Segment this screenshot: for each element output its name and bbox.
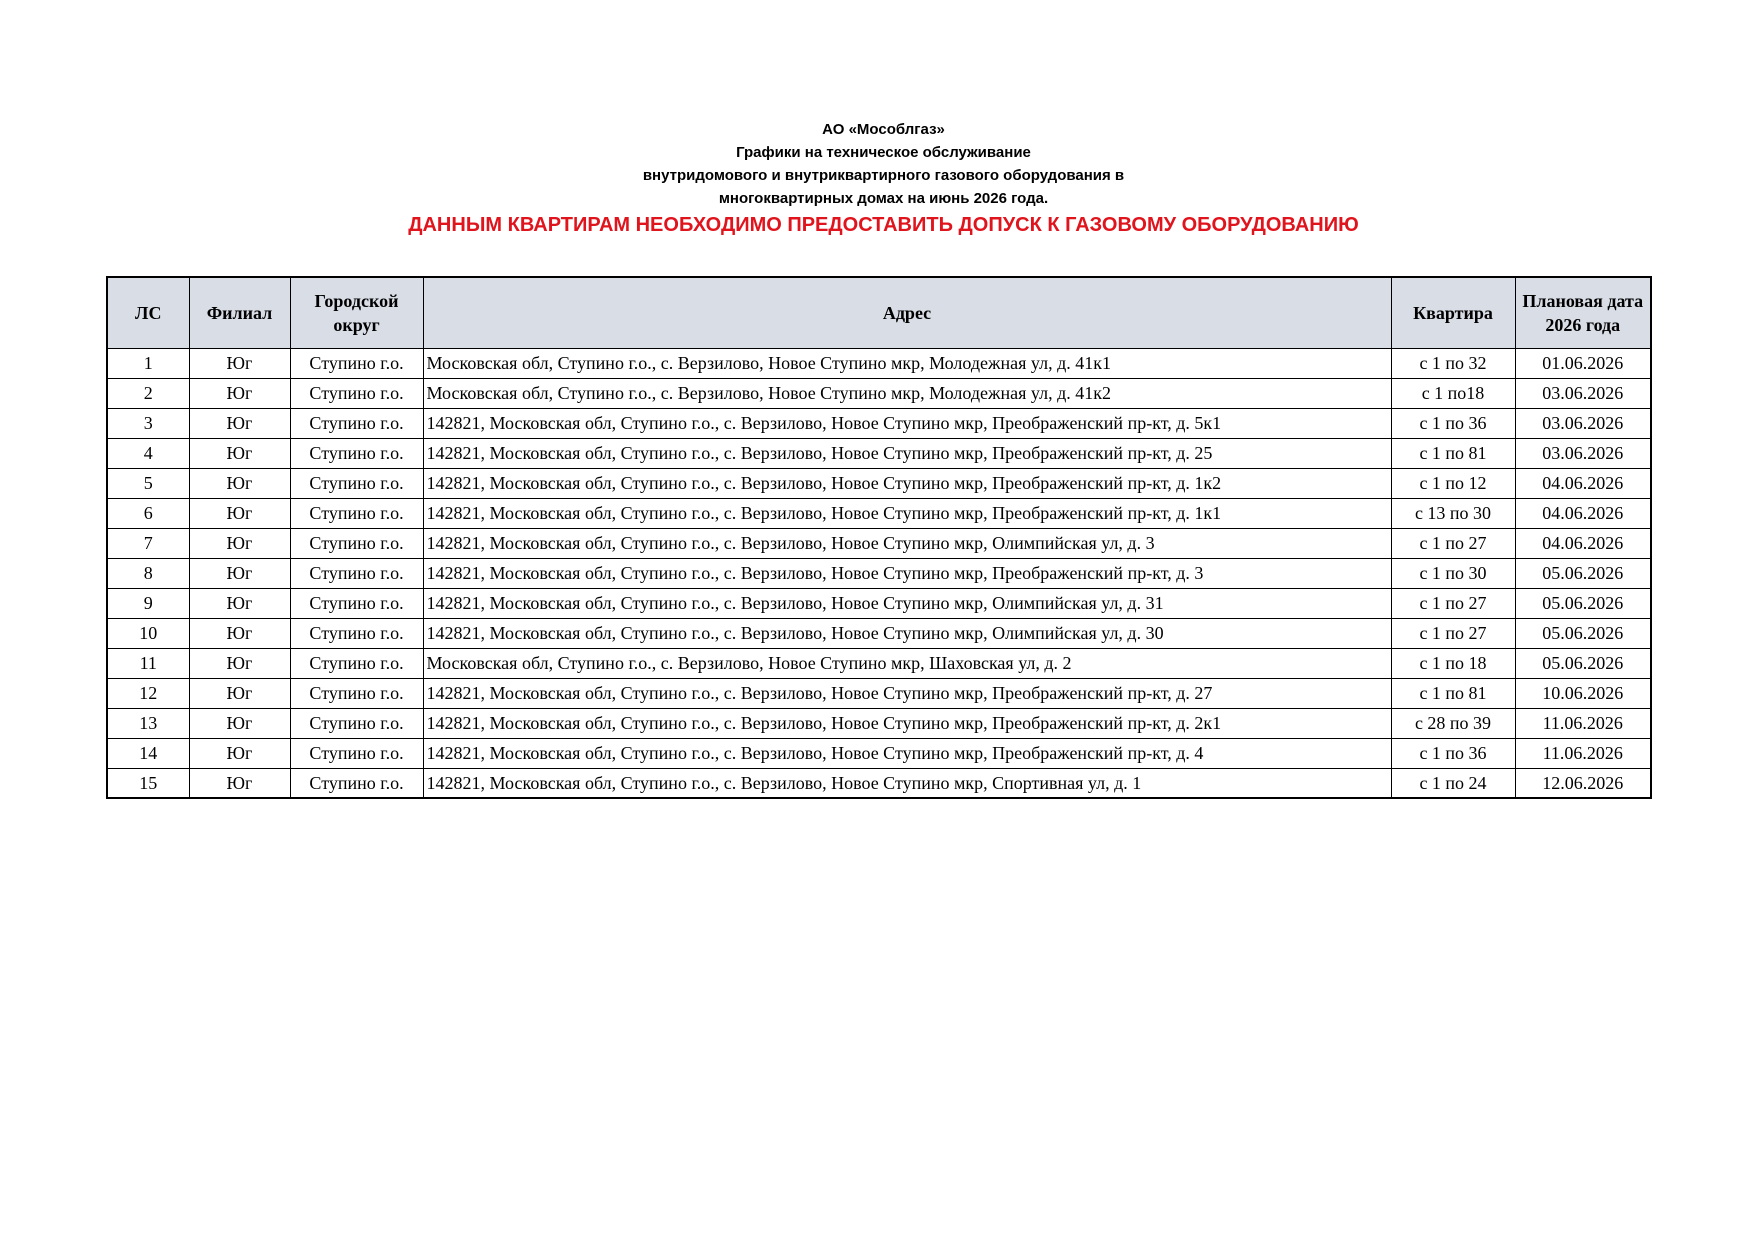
table-row [107, 708, 1651, 738]
cell-apartment: с 1 по 36 [1391, 408, 1515, 438]
cell-branch: Юг [189, 528, 290, 558]
header-row [107, 277, 1651, 348]
cell-branch: Юг [189, 408, 290, 438]
table-row [107, 678, 1651, 708]
cell-branch: Юг [189, 468, 290, 498]
column-header-branch: Филиал [189, 277, 290, 348]
cell-branch: Юг [189, 678, 290, 708]
cell-planned-date: 01.06.2026 [1515, 348, 1651, 378]
cell-account: 11 [107, 648, 189, 678]
cell-apartment: с 1 по 12 [1391, 468, 1515, 498]
cell-address: 142821, Московская обл, Ступино г.о., с. Верзилово, Новое Ступино мкр, Преображенский пр-кт, д. 25 [423, 438, 1391, 468]
cell-apartment: с 1 по 18 [1391, 648, 1515, 678]
table-header [107, 277, 1651, 348]
cell-account: 8 [107, 558, 189, 588]
cell-district: Ступино г.о. [290, 588, 423, 618]
cell-district: Ступино г.о. [290, 738, 423, 768]
cell-apartment: с 28 по 39 [1391, 708, 1515, 738]
cell-district: Ступино г.о. [290, 558, 423, 588]
cell-planned-date: 12.06.2026 [1515, 768, 1651, 798]
title-line-1: Графики на техническое обслуживание [736, 144, 1031, 161]
cell-district: Ступино г.о. [290, 618, 423, 648]
cell-address: 142821, Московская обл, Ступино г.о., с. Верзилово, Новое Ступино мкр, Олимпийская ул, д. 31 [423, 588, 1391, 618]
cell-account: 13 [107, 708, 189, 738]
access-warning: ДАННЫМ КВАРТИРАМ НЕОБХОДИМО ПРЕДОСТАВИТЬ ДОПУСК К ГАЗОВОМУ ОБОРУДОВАНИЮ [408, 214, 1359, 236]
cell-account: 1 [107, 348, 189, 378]
column-header-account: ЛС [107, 277, 189, 348]
cell-planned-date: 11.06.2026 [1515, 738, 1651, 768]
cell-account: 6 [107, 498, 189, 528]
cell-branch: Юг [189, 738, 290, 768]
column-header-apartment: Квартира [1391, 277, 1515, 348]
cell-planned-date: 04.06.2026 [1515, 498, 1651, 528]
cell-district: Ступино г.о. [290, 498, 423, 528]
table-row [107, 408, 1651, 438]
table-row [107, 348, 1651, 378]
cell-planned-date: 05.06.2026 [1515, 618, 1651, 648]
cell-planned-date: 03.06.2026 [1515, 438, 1651, 468]
cell-address: 142821, Московская обл, Ступино г.о., с. Верзилово, Новое Ступино мкр, Олимпийская ул, д. 3 [423, 528, 1391, 558]
cell-address: 142821, Московская обл, Ступино г.о., с. Верзилово, Новое Ступино мкр, Преображенский пр-кт, д. 1к2 [423, 468, 1391, 498]
cell-planned-date: 11.06.2026 [1515, 708, 1651, 738]
cell-address: Московская обл, Ступино г.о., с. Верзилово, Новое Ступино мкр, Шаховская ул, д. 2 [423, 648, 1391, 678]
cell-apartment: с 1 по 30 [1391, 558, 1515, 588]
cell-planned-date: 03.06.2026 [1515, 378, 1651, 408]
cell-account: 12 [107, 678, 189, 708]
table-row [107, 438, 1651, 468]
cell-account: 9 [107, 588, 189, 618]
cell-branch: Юг [189, 498, 290, 528]
table-row [107, 498, 1651, 528]
cell-apartment: с 1 по 27 [1391, 618, 1515, 648]
cell-district: Ступино г.о. [290, 348, 423, 378]
cell-district: Ступино г.о. [290, 648, 423, 678]
cell-branch: Юг [189, 378, 290, 408]
cell-apartment: с 1 по 24 [1391, 768, 1515, 798]
cell-apartment: с 1 по18 [1391, 378, 1515, 408]
cell-address: 142821, Московская обл, Ступино г.о., с. Верзилово, Новое Ступино мкр, Преображенский пр-кт, д. 3 [423, 558, 1391, 588]
cell-address: 142821, Московская обл, Ступино г.о., с. Верзилово, Новое Ступино мкр, Преображенский пр-кт, д. 5к1 [423, 408, 1391, 438]
cell-address: 142821, Московская обл, Ступино г.о., с. Верзилово, Новое Ступино мкр, Преображенский пр-кт, д. 4 [423, 738, 1391, 768]
cell-account: 14 [107, 738, 189, 768]
cell-address: 142821, Московская обл, Ступино г.о., с. Верзилово, Новое Ступино мкр, Олимпийская ул, д. 30 [423, 618, 1391, 648]
cell-planned-date: 05.06.2026 [1515, 648, 1651, 678]
cell-address: 142821, Московская обл, Ступино г.о., с. Верзилово, Новое Ступино мкр, Преображенский пр-кт, д. 27 [423, 678, 1391, 708]
cell-district: Ступино г.о. [290, 408, 423, 438]
cell-planned-date: 04.06.2026 [1515, 528, 1651, 558]
cell-planned-date: 03.06.2026 [1515, 408, 1651, 438]
cell-account: 10 [107, 618, 189, 648]
cell-planned-date: 04.06.2026 [1515, 468, 1651, 498]
column-header-address: Адрес [423, 277, 1391, 348]
table-row [107, 618, 1651, 648]
cell-branch: Юг [189, 588, 290, 618]
cell-apartment: с 1 по 27 [1391, 588, 1515, 618]
cell-branch: Юг [189, 438, 290, 468]
cell-branch: Юг [189, 648, 290, 678]
title-line-2: внутридомового и внутриквартирного газового оборудования в [642, 167, 1125, 184]
cell-account: 5 [107, 468, 189, 498]
cell-apartment: с 1 по 27 [1391, 528, 1515, 558]
cell-address: 142821, Московская обл, Ступино г.о., с. Верзилово, Новое Ступино мкр, Преображенский пр-кт, д. 1к1 [423, 498, 1391, 528]
document-header [0, 118, 1755, 238]
cell-branch: Юг [189, 558, 290, 588]
cell-district: Ступино г.о. [290, 378, 423, 408]
cell-branch: Юг [189, 768, 290, 798]
table-row [107, 648, 1651, 678]
cell-district: Ступино г.о. [290, 708, 423, 738]
cell-address: Московская обл, Ступино г.о., с. Верзилово, Новое Ступино мкр, Молодежная ул, д. 41к2 [423, 378, 1391, 408]
column-header-planned-date: Плановая дата 2026 года [1515, 277, 1651, 348]
cell-district: Ступино г.о. [290, 678, 423, 708]
cell-planned-date: 10.06.2026 [1515, 678, 1651, 708]
cell-apartment: с 1 по 81 [1391, 438, 1515, 468]
cell-branch: Юг [189, 618, 290, 648]
cell-apartment: с 1 по 36 [1391, 738, 1515, 768]
cell-apartment: с 13 по 30 [1391, 498, 1515, 528]
cell-branch: Юг [189, 348, 290, 378]
cell-apartment: с 1 по 32 [1391, 348, 1515, 378]
maintenance-schedule-table [106, 276, 1652, 799]
table-row [107, 588, 1651, 618]
company-name: АО «Мособлгаз» [822, 121, 945, 138]
cell-address: 142821, Московская обл, Ступино г.о., с. Верзилово, Новое Ступино мкр, Спортивная ул, д. 1 [423, 768, 1391, 798]
cell-district: Ступино г.о. [290, 528, 423, 558]
table-row [107, 378, 1651, 408]
cell-account: 2 [107, 378, 189, 408]
title-line-3: многоквартирных домах на июнь 2026 года. [718, 190, 1049, 207]
cell-district: Ступино г.о. [290, 438, 423, 468]
table-row [107, 468, 1651, 498]
cell-district: Ступино г.о. [290, 468, 423, 498]
table-row [107, 768, 1651, 798]
cell-address: Московская обл, Ступино г.о., с. Верзилово, Новое Ступино мкр, Молодежная ул, д. 41к1 [423, 348, 1391, 378]
cell-district: Ступино г.о. [290, 768, 423, 798]
column-header-district: Городской округ [290, 277, 423, 348]
cell-account: 15 [107, 768, 189, 798]
cell-planned-date: 05.06.2026 [1515, 558, 1651, 588]
cell-apartment: с 1 по 81 [1391, 678, 1515, 708]
table-row [107, 528, 1651, 558]
cell-account: 7 [107, 528, 189, 558]
table-row [107, 738, 1651, 768]
cell-branch: Юг [189, 708, 290, 738]
cell-address: 142821, Московская обл, Ступино г.о., с. Верзилово, Новое Ступино мкр, Преображенский пр-кт, д. 2к1 [423, 708, 1391, 738]
cell-account: 4 [107, 438, 189, 468]
table-body [107, 348, 1651, 798]
cell-account: 3 [107, 408, 189, 438]
table-row [107, 558, 1651, 588]
cell-planned-date: 05.06.2026 [1515, 588, 1651, 618]
